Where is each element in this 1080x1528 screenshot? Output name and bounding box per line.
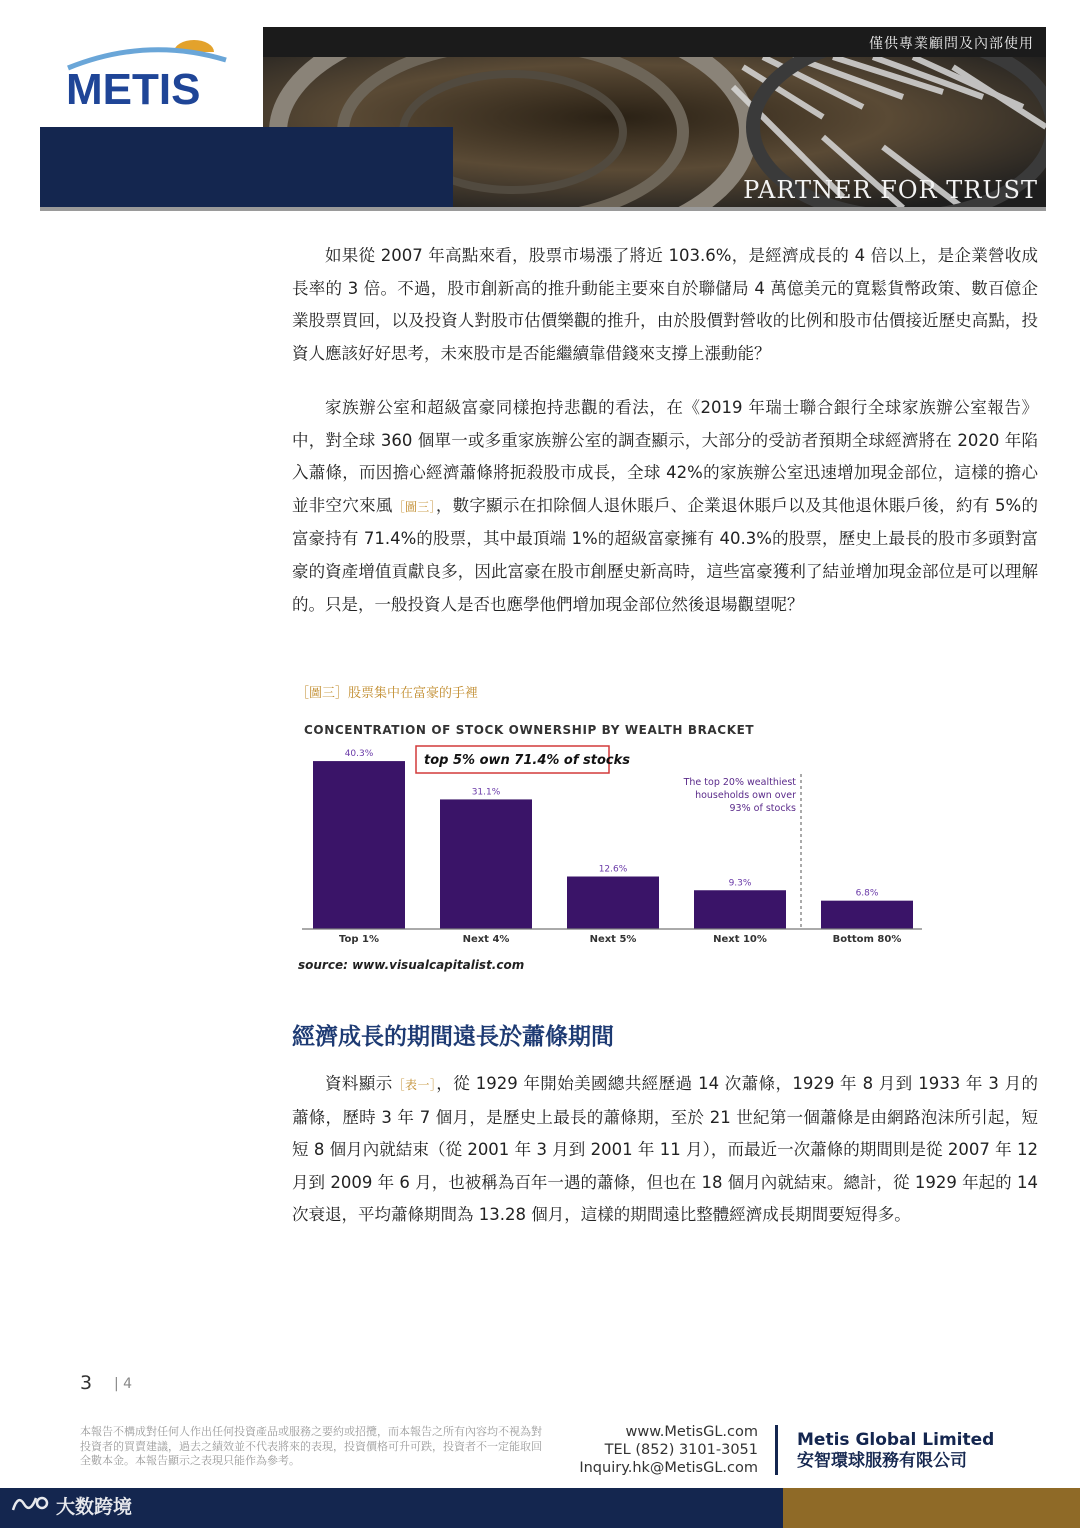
slogan: PARTNER FOR TRUST bbox=[743, 176, 1038, 204]
paragraph-1 bbox=[292, 240, 1038, 370]
bar-value-label: 31.1% bbox=[471, 787, 501, 798]
telephone: TEL (852) 3101-3051 bbox=[604, 1442, 758, 1458]
category-label: Bottom 80% bbox=[832, 934, 902, 945]
paragraph-text: 資料顯示 bbox=[325, 1074, 393, 1093]
contact-info bbox=[579, 1423, 758, 1477]
logo-text: METIS bbox=[66, 65, 201, 114]
bar-value-label: 40.3% bbox=[344, 749, 374, 760]
category-label: Next 4% bbox=[462, 934, 510, 945]
chart-source: source: www.visualcapitalist.com bbox=[298, 958, 525, 972]
page-total: | 4 bbox=[114, 1376, 133, 1392]
table-reference: ［表一］ bbox=[392, 1078, 437, 1092]
paragraph-2 bbox=[292, 392, 1038, 621]
company-name-zh: 安智環球服務有限公司 bbox=[797, 1451, 967, 1471]
paragraph-text: 如果從 2007 年高點來看，股票市場漲了將近 103.6%，是經濟成長的 4 倍以上，是企業營收成長率的 3 倍。不過，股市創新高的推升動能主要來自於聯儲局 4 萬億美元的寬鬆貨幣政策、數百億企業股票買回，以及投資人對股市估價樂觀的推升，由於股價對營收的比例和股市估價接近歷史高點，投資人應該好好思考，未來股市是否能繼續靠借錢來支撐上漲動能？ bbox=[292, 246, 1038, 363]
chart-title: CONCENTRATION OF STOCK OWNERSHIP BY WEALTH BRACKET bbox=[304, 723, 755, 737]
internal-use-note: 僅供專業顧問及內部使用 bbox=[869, 36, 1034, 52]
annotation-line: The top 20% wealthiest bbox=[683, 777, 796, 788]
bar-value-label: 6.8% bbox=[855, 888, 879, 899]
footer-divider bbox=[775, 1425, 778, 1475]
bar-1 bbox=[440, 799, 532, 929]
figure-reference: ［圖三］ bbox=[392, 499, 436, 514]
category-label: Next 5% bbox=[589, 934, 637, 945]
website-link[interactable]: www.MetisGL.com bbox=[625, 1424, 758, 1440]
bar-2 bbox=[567, 877, 659, 930]
section-heading: 經濟成長的期間遠長於蕭條期間 bbox=[292, 1024, 614, 1050]
stock-ownership-chart bbox=[296, 712, 936, 982]
company-name-en: Metis Global Limited bbox=[797, 1430, 995, 1450]
disclaimer: 本報告不構成對任何人作出任何投資產品或服務之要約或招攬，而本報告之所有內容均不視為對投資者的買賣建議，過去之績效並不代表將來的表現，投資價格可升可跌，投資者不一定能取回全數本金。本報告顯示之表現只能作為參考。 bbox=[80, 1425, 542, 1467]
paragraph-3 bbox=[292, 1068, 1038, 1232]
bar-4 bbox=[821, 901, 913, 929]
header-divider bbox=[40, 207, 1046, 211]
metis-logo bbox=[62, 38, 232, 118]
category-label: Top 1% bbox=[339, 934, 379, 945]
watermark bbox=[10, 1492, 132, 1519]
email-link[interactable]: Inquiry.hk@MetisGL.com bbox=[579, 1460, 758, 1476]
annotation-line: 93% of stocks bbox=[729, 803, 796, 814]
category-label: Next 10% bbox=[713, 934, 767, 945]
bar-0 bbox=[313, 761, 405, 929]
annotation-line: households own over bbox=[695, 790, 796, 801]
figure-caption: ［圖三］股票集中在富豪的手裡 bbox=[296, 686, 479, 701]
paragraph-text: ，從 1929 年開始美國總共經歷過 14 次蕭條，1929 年 8 月到 1933 年 3 月的蕭條，歷時 3 年 7 個月，是歷史上最長的蕭條期，至於 21 世紀第一個蕭條是由網路泡沫所引起，短短 8 個月內就結束（從 2001 年 3 月到 2001 年 11 月），而最近一次蕭條的期間則是從 2007 年 12 月到 2009 年 6 月，也被稱為百年一遇的蕭條，但也在 18 個月內就結束。總計，從 1929 年起的 14 次衰退，平均蕭條期間為 13.28 個月，這樣的期間遠比整體經濟成長期間要短得多。 bbox=[292, 1074, 1038, 1225]
paragraph-text: 家族辦公室和超級富豪同樣抱持悲觀的看法，在《2019 年瑞士聯合銀行全球家族辦公室報告》中，對全球 360 個單一或多重家族辦公室的調查顯示，大部分的受訪者預期全球經濟將在 2020 年陷入蕭條，而因擔心經濟蕭條將扼殺股市成長，全球 42%的家族辦公室迅速增加現金部位，這樣的擔心並非空穴來風 bbox=[292, 398, 1038, 515]
watermark-text: 大数跨境 bbox=[56, 1496, 133, 1518]
footer-bar-gold bbox=[783, 1488, 1080, 1528]
header-navy-block bbox=[40, 127, 453, 208]
chart-svg bbox=[296, 712, 936, 982]
bar-3 bbox=[694, 890, 786, 929]
callout-text: top 5% own 71.4% of stocks bbox=[424, 753, 631, 768]
bar-value-label: 9.3% bbox=[728, 878, 752, 889]
page-number: 3 bbox=[80, 1372, 93, 1394]
bar-value-label: 12.6% bbox=[598, 864, 628, 875]
watermark-logo-icon bbox=[10, 1492, 50, 1519]
company-name bbox=[797, 1430, 994, 1472]
paragraph-text: ，數字顯示在扣除個人退休賬戶、企業退休賬戶以及其他退休賬戶後，約有 5%的富豪持有 71.4%的股票，其中最頂端 1%的超級富豪擁有 40.3%的股票，歷史上最長的股市多頭對富豪的資產增值貢獻良多，因此富豪在股市創歷史新高時，這些富豪獲利了結並增加現金部位是可以理解的。只是，一般投資人是否也應學他們增加現金部位然後退場觀望呢？ bbox=[292, 495, 1039, 614]
